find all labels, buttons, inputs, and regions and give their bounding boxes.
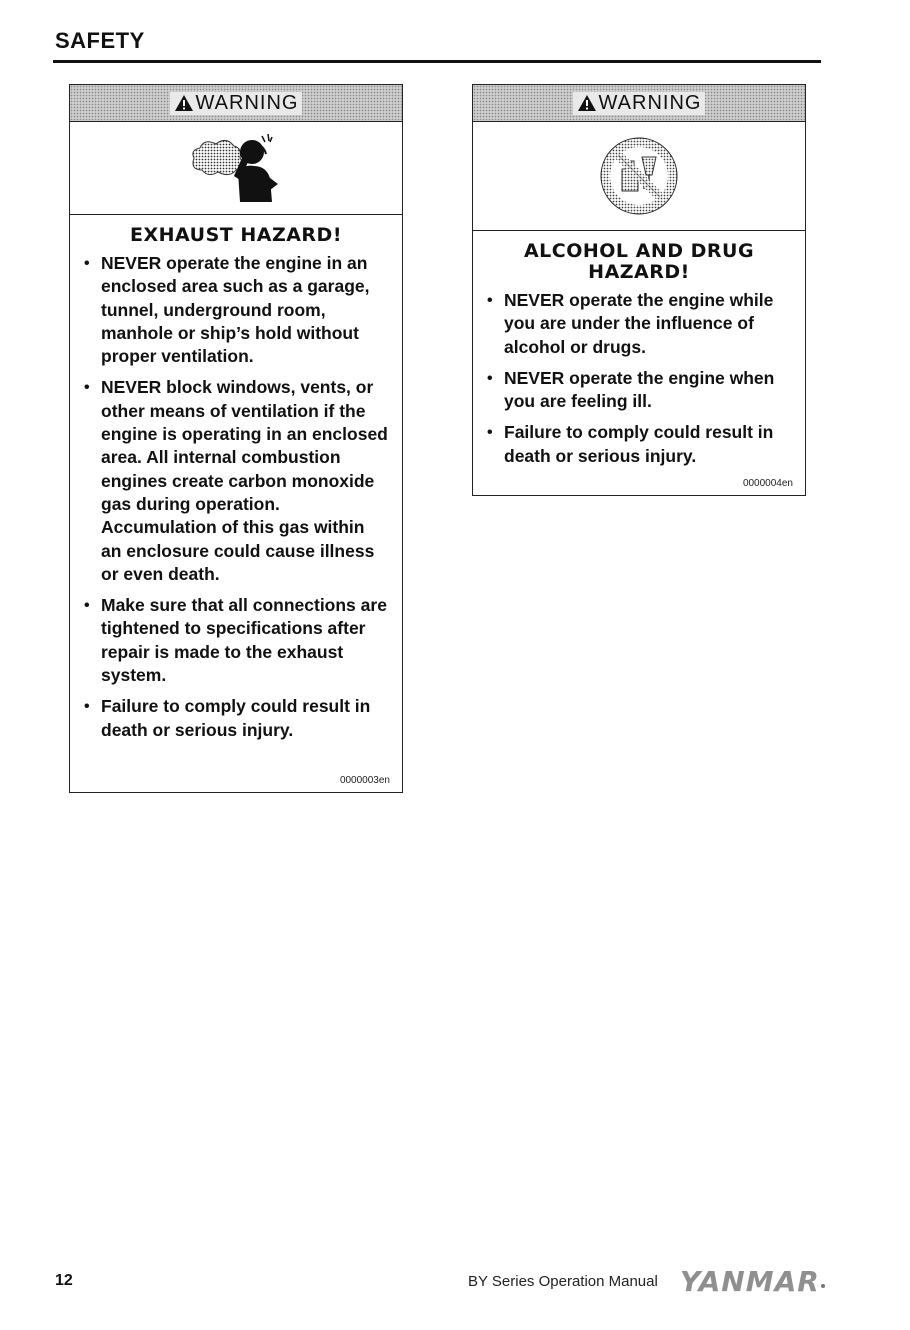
hazard-list — [70, 252, 402, 742]
warning-triangle-icon — [577, 94, 597, 112]
no-alcohol-drugs-icon — [594, 131, 684, 221]
exhaust-warning-panel — [69, 84, 403, 793]
section-title: SAFETY — [55, 28, 145, 53]
manual-title: BY Series Operation Manual — [468, 1273, 658, 1290]
list-item: • Failure to comply could result in death or serious injury. — [101, 695, 388, 742]
brand-logo: YANMAR — [680, 1265, 820, 1298]
warning-banner — [70, 85, 402, 122]
warning-triangle-icon — [174, 94, 194, 112]
warning-label: WARNING — [598, 91, 702, 114]
list-item: • NEVER operate the engine when you are feeling ill. — [504, 367, 791, 414]
warning-banner — [473, 85, 805, 122]
exhaust-hazard-pictogram-icon — [186, 128, 286, 208]
header-rule — [53, 60, 821, 63]
hazard-title: EXHAUST HAZARD! — [130, 224, 342, 246]
list-item: • Make sure that all connections are tightened to specifications after repair is made to the exhaust system. — [101, 594, 388, 687]
hazard-title: ALCOHOL AND DRUG HAZARD! — [523, 240, 755, 283]
list-item: • Failure to comply could result in death or serious injury. — [504, 421, 791, 468]
alcohol-warning-panel — [472, 84, 806, 496]
list-item: • NEVER operate the engine while you are under the influence of alcohol or drugs. — [504, 289, 791, 359]
warning-label: WARNING — [195, 91, 299, 114]
list-item: • NEVER block windows, vents, or other means of ventilation if the engine is operating in an enclosed area. All internal combustion engines create carbon monoxide gas during operation. Accumulation of this gas within an enclosure could cause illness or even death. — [101, 376, 388, 586]
page-number: 12 — [55, 1272, 73, 1289]
label-code: 0000004en — [742, 478, 793, 489]
list-item: • NEVER operate the engine in an enclosed area such as a garage, tunnel, underground room, manhole or ship’s hold without proper ventilation. — [101, 252, 388, 368]
label-code: 0000003en — [339, 775, 390, 786]
hazard-list — [473, 289, 805, 468]
brand-registered-dot — [821, 1284, 825, 1288]
